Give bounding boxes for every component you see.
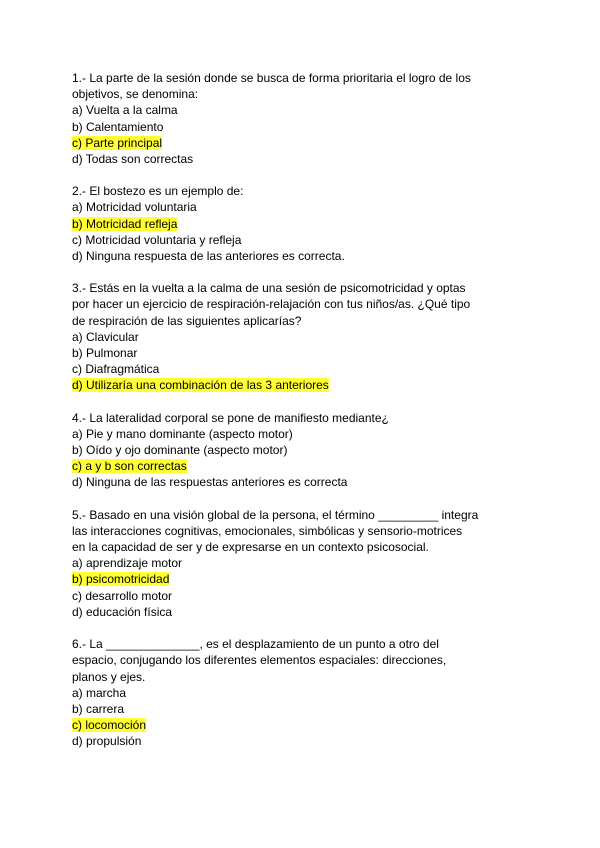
answer-option-text: b) carrera bbox=[72, 701, 125, 716]
answer-options bbox=[72, 329, 542, 394]
question-stem-line: planos y ejes. bbox=[72, 669, 146, 684]
answer-option-text: a) Vuelta a la calma bbox=[72, 103, 178, 118]
answer-option bbox=[72, 604, 542, 620]
answer-option-correct bbox=[72, 135, 542, 151]
answer-options bbox=[72, 426, 542, 491]
question-stem bbox=[72, 70, 542, 102]
answer-options bbox=[72, 555, 542, 620]
answer-option bbox=[72, 329, 542, 345]
answer-option-text: b) Oído y ojo dominante (aspecto motor) bbox=[72, 443, 288, 458]
answer-option-text: c) desarrollo motor bbox=[72, 588, 173, 603]
answer-option-text: b) Calentamiento bbox=[72, 119, 164, 134]
question-stem-line: 5.- Basado en una visión global de la persona, el término _________ integra bbox=[72, 507, 479, 522]
question-stem-line: 4.- La lateralidad corporal se pone de manifiesto mediante¿ bbox=[72, 410, 389, 425]
question-1 bbox=[72, 70, 542, 167]
answer-option-text: c) a y b son correctas bbox=[72, 459, 187, 474]
answer-option-text: c) locomoción bbox=[72, 718, 147, 733]
question-3 bbox=[72, 280, 542, 393]
answer-option-text: d) propulsión bbox=[72, 734, 142, 749]
answer-option-text: a) Clavicular bbox=[72, 329, 139, 344]
answer-option-text: d) Ninguna respuesta de las anteriores es correcta. bbox=[72, 249, 345, 264]
question-stem-line: espacio, conjugando los diferentes elementos espaciales: direcciones, bbox=[72, 653, 447, 668]
answer-option-text: d) Ninguna de las respuestas anteriores es correcta bbox=[72, 475, 348, 490]
document-page bbox=[72, 70, 542, 766]
answer-option-text: b) Pulmonar bbox=[72, 346, 138, 361]
question-stem-line: por hacer un ejercicio de respiración-relajación con tus niños/as. ¿Qué tipo bbox=[72, 297, 471, 312]
answer-option-text: d) Utilizaría una combinación de las 3 anteriores bbox=[72, 378, 329, 393]
answer-option bbox=[72, 199, 542, 215]
answer-option-text: d) Todas son correctas bbox=[72, 152, 194, 167]
answer-option bbox=[72, 232, 542, 248]
answer-option bbox=[72, 733, 542, 749]
answer-option-correct bbox=[72, 216, 542, 232]
question-2 bbox=[72, 183, 542, 264]
question-stem bbox=[72, 507, 542, 556]
answer-option-correct bbox=[72, 377, 542, 393]
question-stem bbox=[72, 280, 542, 329]
answer-option bbox=[72, 102, 542, 118]
answer-option bbox=[72, 151, 542, 167]
question-stem-line: 2.- El bostezo es un ejemplo de: bbox=[72, 184, 244, 199]
answer-option bbox=[72, 345, 542, 361]
answer-option-text: c) Diafragmática bbox=[72, 362, 160, 377]
answer-option bbox=[72, 701, 542, 717]
question-stem bbox=[72, 183, 542, 199]
answer-option bbox=[72, 248, 542, 264]
answer-options bbox=[72, 102, 542, 167]
question-stem-line: las interacciones cognitivas, emocionales, simbólicas y sensorio-motrices bbox=[72, 523, 463, 538]
answer-options bbox=[72, 199, 542, 264]
answer-options bbox=[72, 685, 542, 750]
question-stem bbox=[72, 410, 542, 426]
answer-option-correct bbox=[72, 458, 542, 474]
answer-option-text: a) marcha bbox=[72, 685, 127, 700]
question-stem-line: de respiración de las siguientes aplicarías? bbox=[72, 313, 302, 328]
answer-option-text: d) educación física bbox=[72, 604, 173, 619]
question-stem bbox=[72, 636, 542, 685]
question-5 bbox=[72, 507, 542, 620]
answer-option bbox=[72, 474, 542, 490]
answer-option-text: b) psicomotricidad bbox=[72, 572, 170, 587]
answer-option-text: b) Motricidad refleja bbox=[72, 216, 178, 231]
question-stem-line: 6.- La ______________, es el desplazamiento de un punto a otro del bbox=[72, 637, 439, 652]
answer-option-text: c) Parte principal bbox=[72, 135, 163, 150]
question-stem-line: objetivos, se denomina: bbox=[72, 87, 199, 102]
answer-option-text: c) Motricidad voluntaria y refleja bbox=[72, 232, 242, 247]
question-stem-line: 3.- Estás en la vuelta a la calma de una sesión de psicomotricidad y optas bbox=[72, 281, 466, 296]
answer-option bbox=[72, 119, 542, 135]
answer-option bbox=[72, 685, 542, 701]
answer-option-text: a) aprendizaje motor bbox=[72, 556, 183, 571]
answer-option bbox=[72, 361, 542, 377]
answer-option-text: a) Motricidad voluntaria bbox=[72, 200, 197, 215]
question-stem-line: 1.- La parte de la sesión donde se busca de forma prioritaria el logro de los bbox=[72, 71, 471, 85]
answer-option-correct bbox=[72, 717, 542, 733]
question-stem-line: en la capacidad de ser y de expresarse en un contexto psicosocial. bbox=[72, 540, 429, 555]
question-4 bbox=[72, 410, 542, 491]
answer-option-text: a) Pie y mano dominante (aspecto motor) bbox=[72, 426, 293, 441]
answer-option bbox=[72, 588, 542, 604]
question-6 bbox=[72, 636, 542, 749]
answer-option bbox=[72, 426, 542, 442]
answer-option bbox=[72, 555, 542, 571]
answer-option-correct bbox=[72, 571, 542, 587]
answer-option bbox=[72, 442, 542, 458]
